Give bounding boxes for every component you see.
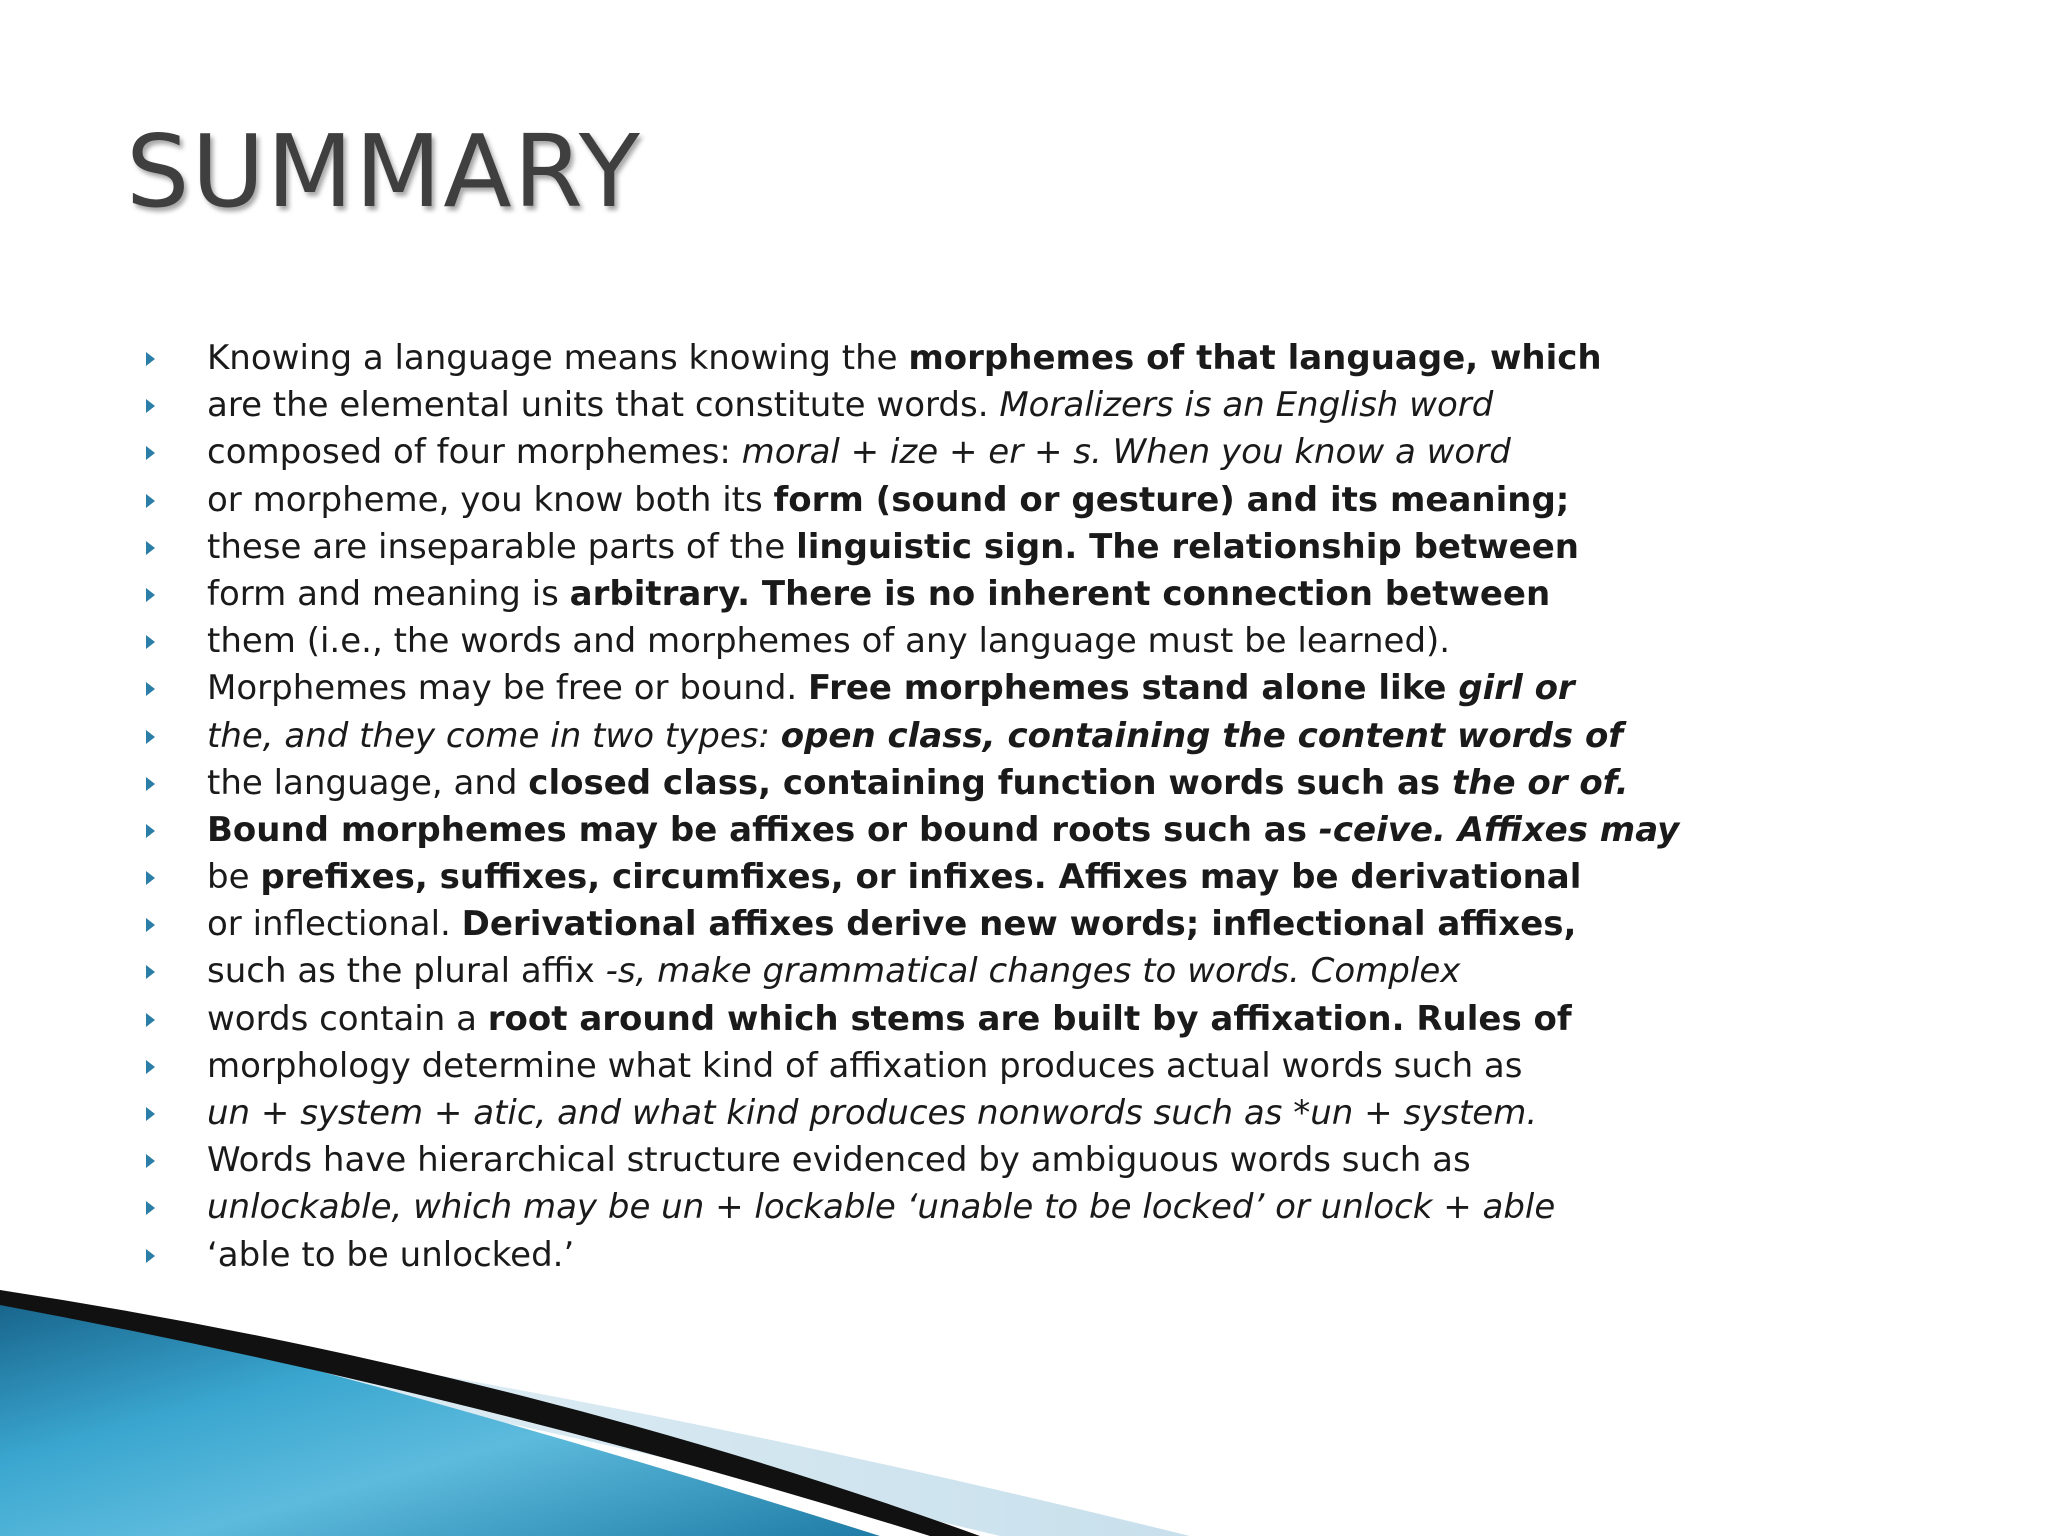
bullet-item xyxy=(140,382,1679,429)
bullet-text-segment: Words have hierarchical structure evidenced by ambiguous words such as xyxy=(207,1140,1471,1181)
bullet-item xyxy=(140,1090,1679,1137)
bullet-item xyxy=(140,429,1679,476)
triangle-right-icon xyxy=(146,1201,155,1215)
triangle-right-icon xyxy=(146,1249,155,1263)
bullet-item xyxy=(140,665,1679,712)
triangle-right-icon xyxy=(146,399,155,413)
bullet-text-segment: closed class, containing function words such as xyxy=(528,762,1452,803)
triangle-right-icon xyxy=(146,588,155,602)
bullet-text-segment: morphology determine what kind of affixation produces actual words such as xyxy=(207,1045,1523,1086)
bullet-item xyxy=(140,713,1679,760)
bullet-text-segment: Morphemes may be free or bound. xyxy=(207,668,809,709)
triangle-right-icon xyxy=(146,682,155,696)
triangle-right-icon xyxy=(146,494,155,508)
bullet-text-segment: or morpheme, you know both its xyxy=(207,479,774,520)
bullet-item xyxy=(140,477,1679,524)
bullet-text-segment: Free morphemes stand alone like xyxy=(808,668,1459,709)
triangle-right-icon xyxy=(146,1060,155,1074)
triangle-right-icon xyxy=(146,730,155,744)
bullet-text-segment: or inflectional. xyxy=(207,904,462,945)
triangle-right-icon xyxy=(146,446,155,460)
swoosh-black-band xyxy=(0,1290,980,1536)
bullet-text-segment: root around which stems are built by affixation. Rules of xyxy=(487,998,1572,1039)
bullet-item xyxy=(140,335,1679,382)
bullet-text-segment: are the elemental units that constitute words. xyxy=(207,385,1000,426)
swoosh-blue-band xyxy=(0,1290,880,1536)
bullet-text-segment: form and meaning is xyxy=(207,573,570,614)
bullet-text-segment: -ceive. Affixes may xyxy=(1318,809,1680,850)
bullet-item xyxy=(140,948,1679,995)
summary-bullet-list xyxy=(140,335,1679,1279)
bullet-text-segment: composed of four morphemes: xyxy=(207,432,742,473)
triangle-right-icon xyxy=(146,777,155,791)
bullet-item xyxy=(140,1043,1679,1090)
triangle-right-icon xyxy=(146,965,155,979)
bullet-text-segment: prefixes, suffixes, circumfixes, or infixes. Affixes may be derivational xyxy=(260,857,1582,898)
triangle-right-icon xyxy=(146,1154,155,1168)
swoosh-light-band xyxy=(60,1315,1190,1536)
triangle-right-icon xyxy=(146,541,155,555)
bullet-text-segment: moral + ize + er + s. When you know a word xyxy=(741,432,1511,473)
triangle-right-icon xyxy=(146,918,155,932)
bullet-text-segment: them (i.e., the words and morphemes of any language must be learned). xyxy=(207,621,1451,662)
bullet-item xyxy=(140,524,1679,571)
bullet-text-segment: unlockable, which may be un + lockable ‘unable to be locked’ or unlock + able xyxy=(207,1187,1556,1228)
bullet-text-segment: Derivational affixes derive new words; inflectional affixes, xyxy=(461,904,1577,945)
bullet-text-segment: the language, and xyxy=(207,762,529,803)
bullet-text-segment: these are inseparable parts of the xyxy=(207,526,797,567)
bullet-text-segment: arbitrary. There is no inherent connection between xyxy=(569,573,1551,614)
triangle-right-icon xyxy=(146,824,155,838)
bullet-text-segment: the, and they come in two types: xyxy=(207,715,781,756)
bullet-text-segment: form (sound or gesture) and its meaning; xyxy=(773,479,1570,520)
bullet-item xyxy=(140,901,1679,948)
bullet-item xyxy=(140,996,1679,1043)
triangle-right-icon xyxy=(146,1013,155,1027)
bullet-item xyxy=(140,760,1679,807)
bullet-item xyxy=(140,571,1679,618)
bullet-text-segment: words contain a xyxy=(207,998,488,1039)
bullet-text-segment: the or of. xyxy=(1452,762,1629,803)
bullet-text-segment: -s, make grammatical changes to words. Complex xyxy=(605,951,1461,992)
bullet-item xyxy=(140,618,1679,665)
bullet-text-segment: Moralizers is an English word xyxy=(999,385,1494,426)
bullet-item xyxy=(140,854,1679,901)
bullet-text-segment: girl or xyxy=(1458,668,1575,709)
bullet-text-segment: morphemes of that language, which xyxy=(908,338,1602,378)
bullet-item xyxy=(140,807,1679,854)
bullet-text-segment: be xyxy=(207,857,261,898)
triangle-right-icon xyxy=(146,1107,155,1121)
bullet-text-segment: Bound morphemes may be affixes or bound roots such as xyxy=(207,809,1319,850)
triangle-right-icon xyxy=(146,871,155,885)
bullet-text-segment: linguistic sign. The relationship between xyxy=(796,526,1579,567)
bullet-text-segment: such as the plural affix xyxy=(207,951,606,992)
triangle-right-icon xyxy=(146,635,155,649)
bullet-text-segment: Knowing a language means knowing the xyxy=(207,338,909,378)
bullet-text-segment: un + system + atic, and what kind produces nonwords such as *un + system. xyxy=(207,1093,1538,1133)
bullet-item xyxy=(140,1184,1679,1231)
triangle-right-icon xyxy=(146,352,155,366)
bullet-item xyxy=(140,1137,1679,1184)
bullet-item xyxy=(140,1232,1679,1279)
slide-title: SUMMARY xyxy=(126,113,642,230)
bullet-text-segment: ‘able to be unlocked.’ xyxy=(207,1234,575,1275)
bullet-text-segment: open class, containing the content words of xyxy=(780,715,1624,756)
